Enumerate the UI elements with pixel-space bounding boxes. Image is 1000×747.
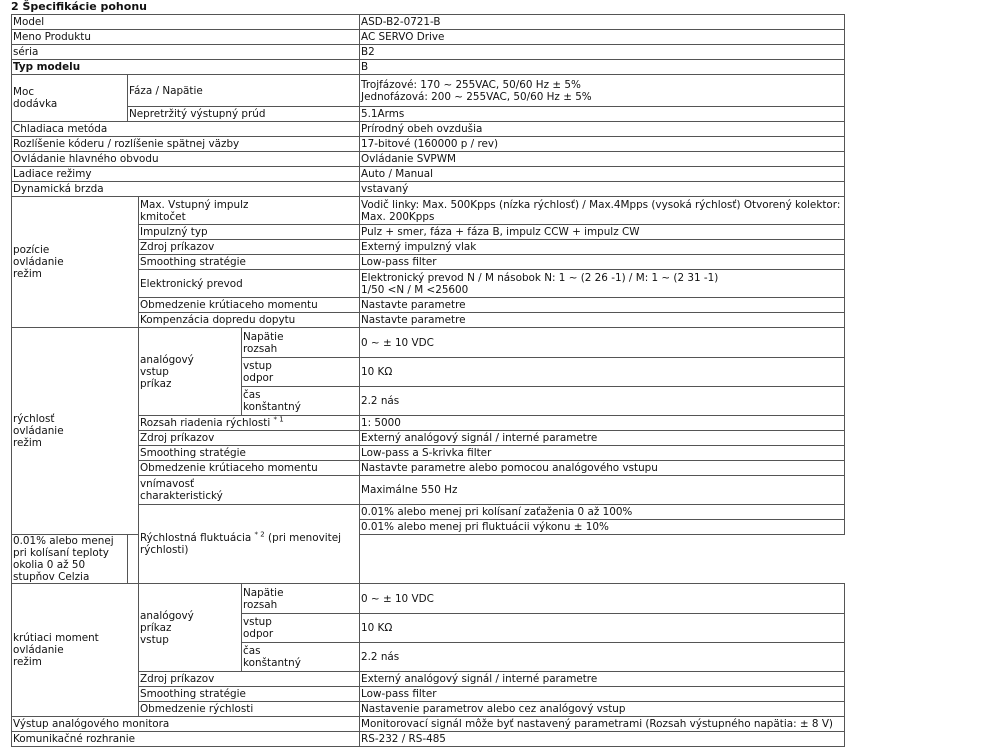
row-label-text: Rýchlostná fluktuácia bbox=[140, 532, 252, 544]
row-label-text: (pri menovitej rýchlosti) bbox=[140, 532, 342, 556]
row-value: 0.01% alebo menej pri kolísaní zaťaženia 0 až 100% bbox=[360, 505, 845, 520]
row-value: 0.01% alebo menej pri kolísaní teploty okolia 0 až 50 stupňov Celzia bbox=[12, 535, 128, 584]
row-value: 17-bitové (160000 p / rev) bbox=[360, 137, 845, 152]
row-label: Napätie rozsah bbox=[242, 328, 360, 358]
row-value: 0 ~ ± 10 VDC bbox=[360, 328, 845, 358]
row-label: Fáza / Napätie bbox=[128, 75, 360, 107]
table-row bbox=[12, 122, 845, 137]
spec-table bbox=[11, 14, 845, 747]
row-label: čas konštantný bbox=[242, 643, 360, 672]
row-label: Výstup analógového monitora bbox=[12, 717, 360, 732]
row-value: Maximálne 550 Hz bbox=[360, 476, 845, 505]
row-label-fluctuation bbox=[139, 505, 360, 584]
row-value: Nastavte parametre alebo pomocou analógového vstupu bbox=[360, 461, 845, 476]
row-value: Externý analógový signál / interné parametre bbox=[360, 431, 845, 446]
row-label: Elektronický prevod bbox=[139, 270, 360, 298]
row-value: B2 bbox=[360, 45, 845, 60]
table-row bbox=[12, 15, 845, 30]
row-label: čas konštantný bbox=[242, 387, 360, 416]
table-row bbox=[12, 535, 845, 584]
row-label: Obmedzenie krútiaceho momentu bbox=[139, 298, 360, 313]
table-row bbox=[12, 328, 845, 358]
row-value: Externý analógový signál / interné parametre bbox=[360, 672, 845, 687]
row-label: Zdroj príkazov bbox=[139, 672, 360, 687]
footnote-mark: * 2 bbox=[254, 530, 265, 539]
row-label: Smoothing stratégie bbox=[139, 446, 360, 461]
row-value: Monitorovací signál môže byť nastavený parametrami (Rozsah výstupného napätia: ± 8 V) bbox=[360, 717, 845, 732]
row-label: Rozlíšenie kóderu / rozlíšenie spätnej väzby bbox=[12, 137, 360, 152]
row-label: Komunikačné rozhranie bbox=[12, 732, 360, 747]
row-value: Low-pass filter bbox=[360, 687, 845, 702]
table-row bbox=[12, 45, 845, 60]
table-row bbox=[12, 717, 845, 732]
row-label: vstup odpor bbox=[242, 358, 360, 387]
row-value: Low-pass a S-krivka filter bbox=[360, 446, 845, 461]
row-value: Pulz + smer, fáza + fáza B, impulz CCW + impulz CW bbox=[360, 225, 845, 240]
row-label: Smoothing stratégie bbox=[139, 687, 360, 702]
row-label: Ovládanie hlavného obvodu bbox=[12, 152, 360, 167]
subgroup-label-analog: analógový vstup príkaz bbox=[139, 328, 242, 416]
row-label: Max. Vstupný impulz kmitočet bbox=[139, 197, 360, 225]
row-value: Elektronický prevod N / M násobok N: 1 ~ (2 26 -1) / M: 1 ~ (2 31 -1) 1/50 <N / M <25600 bbox=[360, 270, 845, 298]
table-row bbox=[12, 732, 845, 747]
row-value: Prírodný obeh ovzdušia bbox=[360, 122, 845, 137]
row-value: Low-pass filter bbox=[360, 255, 845, 270]
row-value: 5.1Arms bbox=[360, 107, 845, 122]
group-label-speed: rýchlosť ovládanie režim bbox=[12, 328, 139, 535]
row-value: Ovládanie SVPWM bbox=[360, 152, 845, 167]
group-label-power: Moc dodávka bbox=[12, 75, 128, 122]
row-label: Meno Produktu bbox=[12, 30, 360, 45]
row-label: Impulzný typ bbox=[139, 225, 360, 240]
table-row bbox=[12, 584, 845, 614]
row-value: 0.01% alebo menej pri fluktuácii výkonu ± 10% bbox=[360, 520, 845, 535]
table-row bbox=[12, 152, 845, 167]
group-label-torque: krútiaci moment ovládanie režim bbox=[12, 584, 139, 717]
row-label: Obmedzenie rýchlosti bbox=[139, 702, 360, 717]
table-row bbox=[12, 107, 845, 122]
table-row bbox=[12, 167, 845, 182]
row-label: vnímavosť charakteristický bbox=[139, 476, 360, 505]
table-row bbox=[12, 137, 845, 152]
table-row bbox=[12, 30, 845, 45]
row-value: Externý impulzný vlak bbox=[360, 240, 845, 255]
row-value: 10 KΩ bbox=[360, 358, 845, 387]
row-label: Napätie rozsah bbox=[242, 584, 360, 614]
row-label: Typ modelu bbox=[12, 60, 360, 75]
subgroup-label-analog: analógový príkaz vstup bbox=[139, 584, 242, 672]
table-row bbox=[12, 75, 845, 107]
footnote-mark: * 1 bbox=[273, 415, 284, 424]
table-row bbox=[12, 182, 845, 197]
row-value: 1: 5000 bbox=[360, 416, 845, 431]
row-label: Kompenzácia dopredu dopytu bbox=[139, 313, 360, 328]
row-value: B bbox=[360, 60, 845, 75]
row-label: Chladiaca metóda bbox=[12, 122, 360, 137]
section-title: 2 Špecifikácie pohonu bbox=[11, 0, 844, 15]
row-value: 10 KΩ bbox=[360, 614, 845, 643]
row-value: Nastavenie parametrov alebo cez analógový vstup bbox=[360, 702, 845, 717]
row-value: Vodič linky: Max. 500Kpps (nízka rýchlosť) / Max.4Mpps (vysoká rýchlosť) Otvorený kolektor: Max. 200Kpps bbox=[360, 197, 845, 225]
row-value: AC SERVO Drive bbox=[360, 30, 845, 45]
group-label-position: pozície ovládanie režim bbox=[12, 197, 139, 328]
table-row bbox=[12, 197, 845, 225]
row-value: 2.2 nás bbox=[360, 387, 845, 416]
row-value: 2.2 nás bbox=[360, 643, 845, 672]
row-label: Zdroj príkazov bbox=[139, 431, 360, 446]
table-row bbox=[12, 60, 845, 75]
row-label-text: Rozsah riadenia rýchlosti bbox=[140, 417, 271, 429]
row-value: Auto / Manual bbox=[360, 167, 845, 182]
row-value: Trojfázové: 170 ~ 255VAC, 50/60 Hz ± 5% Jednofázová: 200 ~ 255VAC, 50/60 Hz ± 5% bbox=[360, 75, 845, 107]
row-value: ASD-B2-0721-B bbox=[360, 15, 845, 30]
row-value: Nastavte parametre bbox=[360, 313, 845, 328]
row-label: Zdroj príkazov bbox=[139, 240, 360, 255]
row-value: RS-232 / RS-485 bbox=[360, 732, 845, 747]
row-label bbox=[139, 416, 360, 431]
row-label: Nepretržitý výstupný prúd bbox=[128, 107, 360, 122]
row-label: Dynamická brzda bbox=[12, 182, 360, 197]
row-value: vstavaný bbox=[360, 182, 845, 197]
row-label: Smoothing stratégie bbox=[139, 255, 360, 270]
row-value: 0 ~ ± 10 VDC bbox=[360, 584, 845, 614]
row-label: Ladiace režimy bbox=[12, 167, 360, 182]
row-label: vstup odpor bbox=[242, 614, 360, 643]
row-value: Nastavte parametre bbox=[360, 298, 845, 313]
row-label: séria bbox=[12, 45, 360, 60]
row-label: Obmedzenie krútiaceho momentu bbox=[139, 461, 360, 476]
row-label: Model bbox=[12, 15, 360, 30]
